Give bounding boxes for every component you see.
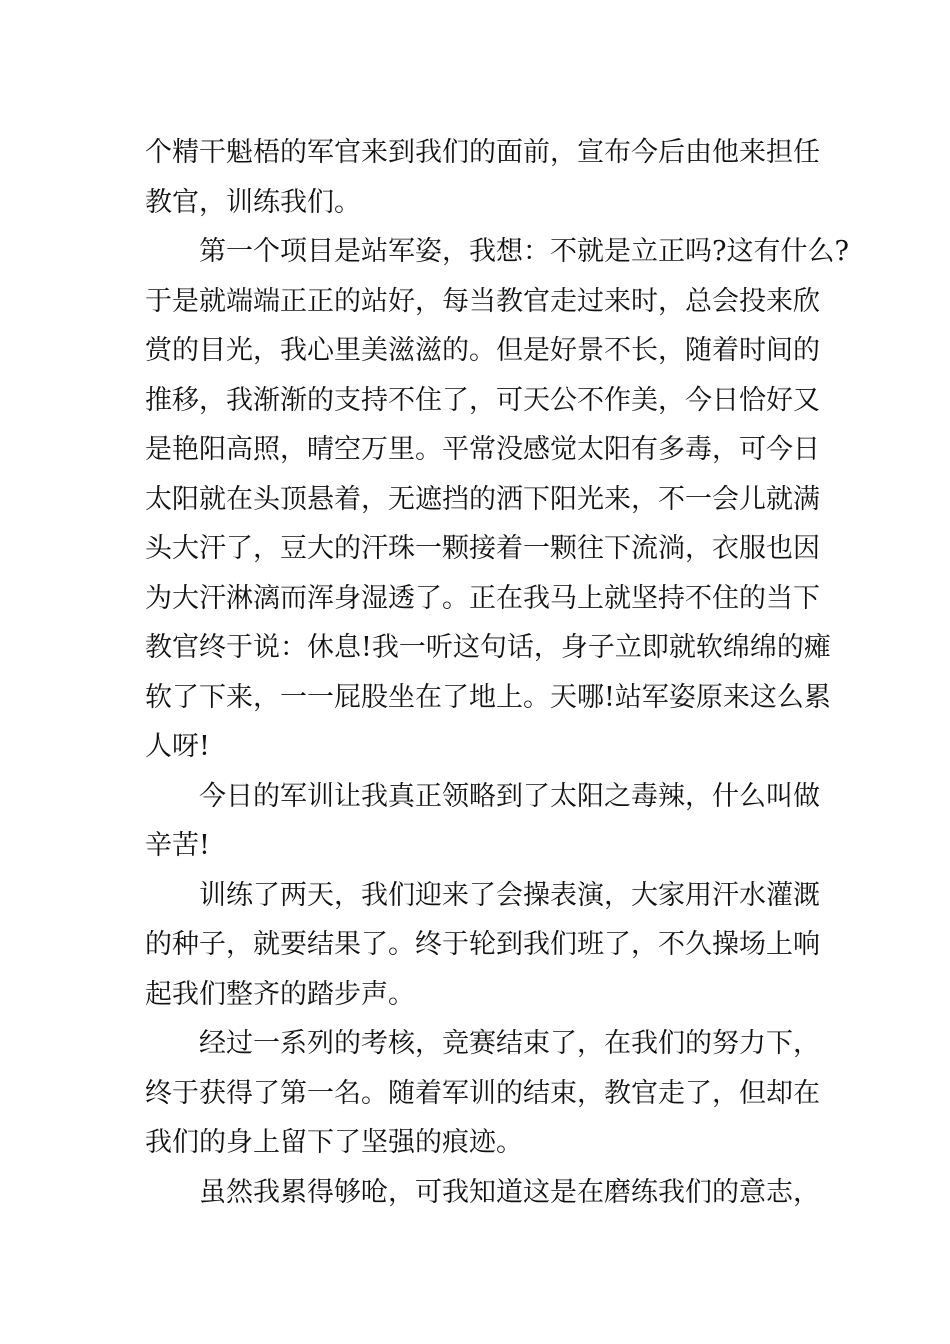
text-line: 赏的目光，我心里美滋滋的。但是好景不长，随着时间的 [145, 335, 820, 366]
text-line: 为大汗淋漓而浑身湿透了。正在我马上就坚持不住的当下 [145, 582, 820, 614]
text-line: 于是就端端正正的站好，每当教官走过来时，总会投来欣 [145, 285, 820, 317]
text-line: 教官终于说：休息!我一听这句话，身子立即就软绵绵的瘫 [145, 632, 831, 663]
text-line: 终于获得了第一名。随着军训的结束，教官走了，但却在 [145, 1077, 820, 1109]
text-line: 人呀! [145, 731, 210, 762]
text-line: 个精干魁梧的军官来到我们的面前，宣布今后由他来担任 [145, 137, 820, 168]
text-line: 头大汗了，豆大的汗珠一颗接着一颗往下流淌，衣服也因 [145, 533, 820, 564]
text-line: 是艳阳高照，晴空万里。平常没感觉太阳有多毒，可今日 [145, 434, 820, 465]
text-line: 经过一系列的考核，竞赛结束了，在我们的努力下， [199, 1028, 820, 1059]
text-line: 第一个项目是站军姿，我想：不就是立正吗?这有什么? [199, 236, 849, 267]
body-text [145, 128, 849, 1217]
text-line: 辛苦! [145, 830, 210, 861]
text-line: 太阳就在头顶悬着，无遮挡的洒下阳光来，不一会儿就满 [145, 483, 820, 515]
text-line: 推移，我渐渐的支持不住了，可天公不作美，今日恰好又 [145, 384, 820, 416]
text-line: 起我们整齐的踏步声。 [145, 978, 415, 1010]
text-line: 软了下来，一一屁股坐在了地上。天哪!站军姿原来这么累 [145, 681, 831, 713]
text-line: 虽然我累得够呛，可我知道这是在磨练我们的意志， [199, 1176, 820, 1208]
text-line: 今日的军训让我真正领略到了太阳之毒辣，什么叫做 [199, 780, 820, 812]
text-line: 教官，训练我们。 [145, 186, 361, 218]
text-line: 训练了两天，我们迎来了会操表演，大家用汗水灌溉 [199, 879, 820, 911]
text-line: 我们的身上留下了坚强的痕迹。 [145, 1127, 523, 1158]
text-line: 的种子，就要结果了。终于轮到我们班了，不久操场上响 [145, 929, 820, 960]
